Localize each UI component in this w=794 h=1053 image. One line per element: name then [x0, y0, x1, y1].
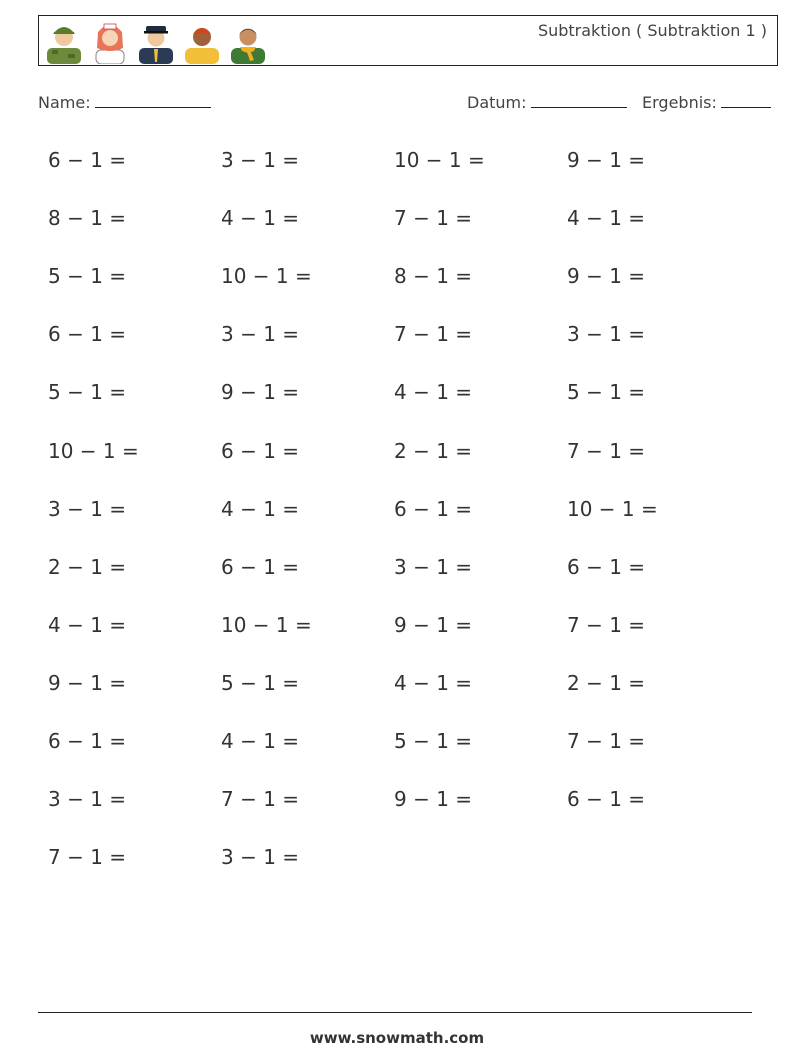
footer-website: www.snowmath.com: [309, 1029, 485, 1047]
problem-item: 3 − 1 =: [394, 555, 473, 579]
problem-item: 9 − 1 =: [394, 787, 473, 811]
problem-item: 7 − 1 =: [394, 206, 473, 230]
problem-item: 2 − 1 =: [48, 555, 127, 579]
problem-item: 2 − 1 =: [567, 671, 646, 695]
worksheet-header: [38, 15, 778, 66]
problem-item: 3 − 1 =: [567, 322, 646, 346]
problem-item: 4 − 1 =: [394, 671, 473, 695]
problem-item: 4 − 1 =: [567, 206, 646, 230]
problem-item: 7 − 1 =: [567, 613, 646, 637]
problem-item: 8 − 1 =: [48, 206, 127, 230]
footer-divider: [38, 1012, 752, 1013]
man-avatar-icon: [182, 20, 222, 64]
problem-item: 6 − 1 =: [48, 148, 127, 172]
problem-item: 6 − 1 =: [48, 729, 127, 753]
date-label: Datum:: [467, 93, 527, 112]
problem-item: 3 − 1 =: [221, 322, 300, 346]
problem-item: 6 − 1 =: [48, 322, 127, 346]
problem-item: 5 − 1 =: [48, 380, 127, 404]
result-blank[interactable]: [721, 93, 771, 108]
problem-item: 3 − 1 =: [221, 148, 300, 172]
problem-item: 5 − 1 =: [48, 264, 127, 288]
name-blank[interactable]: [95, 93, 211, 108]
problem-item: 3 − 1 =: [48, 787, 127, 811]
problem-item: 4 − 1 =: [48, 613, 127, 637]
problem-item: 10 − 1 =: [48, 439, 139, 463]
name-label: Name:: [38, 93, 91, 112]
problem-item: 10 − 1 =: [394, 148, 485, 172]
name-field[interactable]: [38, 93, 211, 112]
problem-item: 4 − 1 =: [394, 380, 473, 404]
problem-item: 4 − 1 =: [221, 206, 300, 230]
date-field[interactable]: [467, 93, 627, 112]
problem-item: 4 − 1 =: [221, 729, 300, 753]
problem-item: 5 − 1 =: [221, 671, 300, 695]
problem-item: 8 − 1 =: [394, 264, 473, 288]
problem-item: 9 − 1 =: [48, 671, 127, 695]
problem-item: 6 − 1 =: [221, 439, 300, 463]
problem-item: 10 − 1 =: [221, 613, 312, 637]
problem-item: 9 − 1 =: [394, 613, 473, 637]
problem-item: 10 − 1 =: [221, 264, 312, 288]
problem-item: 9 − 1 =: [567, 148, 646, 172]
problem-item: 7 − 1 =: [221, 787, 300, 811]
problem-item: 9 − 1 =: [567, 264, 646, 288]
problem-item: 7 − 1 =: [394, 322, 473, 346]
soldier-avatar-icon: [44, 20, 84, 64]
problem-item: 9 − 1 =: [221, 380, 300, 404]
pilot-avatar-icon: [136, 20, 176, 64]
result-field[interactable]: [642, 93, 771, 112]
problem-item: 10 − 1 =: [567, 497, 658, 521]
scarf-avatar-icon: [228, 20, 268, 64]
problem-item: 5 − 1 =: [567, 380, 646, 404]
problem-item: 6 − 1 =: [567, 555, 646, 579]
problem-item: 6 − 1 =: [567, 787, 646, 811]
problem-item: 6 − 1 =: [394, 497, 473, 521]
worksheet-title: Subtraktion ( Subtraktion 1 ): [537, 21, 767, 40]
date-blank[interactable]: [531, 93, 627, 108]
problem-item: 3 − 1 =: [48, 497, 127, 521]
problem-item: 7 − 1 =: [567, 439, 646, 463]
nurse-avatar-icon: [90, 20, 130, 64]
problem-item: 6 − 1 =: [221, 555, 300, 579]
problem-item: 2 − 1 =: [394, 439, 473, 463]
problem-item: 7 − 1 =: [567, 729, 646, 753]
problem-item: 4 − 1 =: [221, 497, 300, 521]
problem-item: 3 − 1 =: [221, 845, 300, 869]
result-label: Ergebnis:: [642, 93, 717, 112]
problem-item: 7 − 1 =: [48, 845, 127, 869]
problem-item: 5 − 1 =: [394, 729, 473, 753]
